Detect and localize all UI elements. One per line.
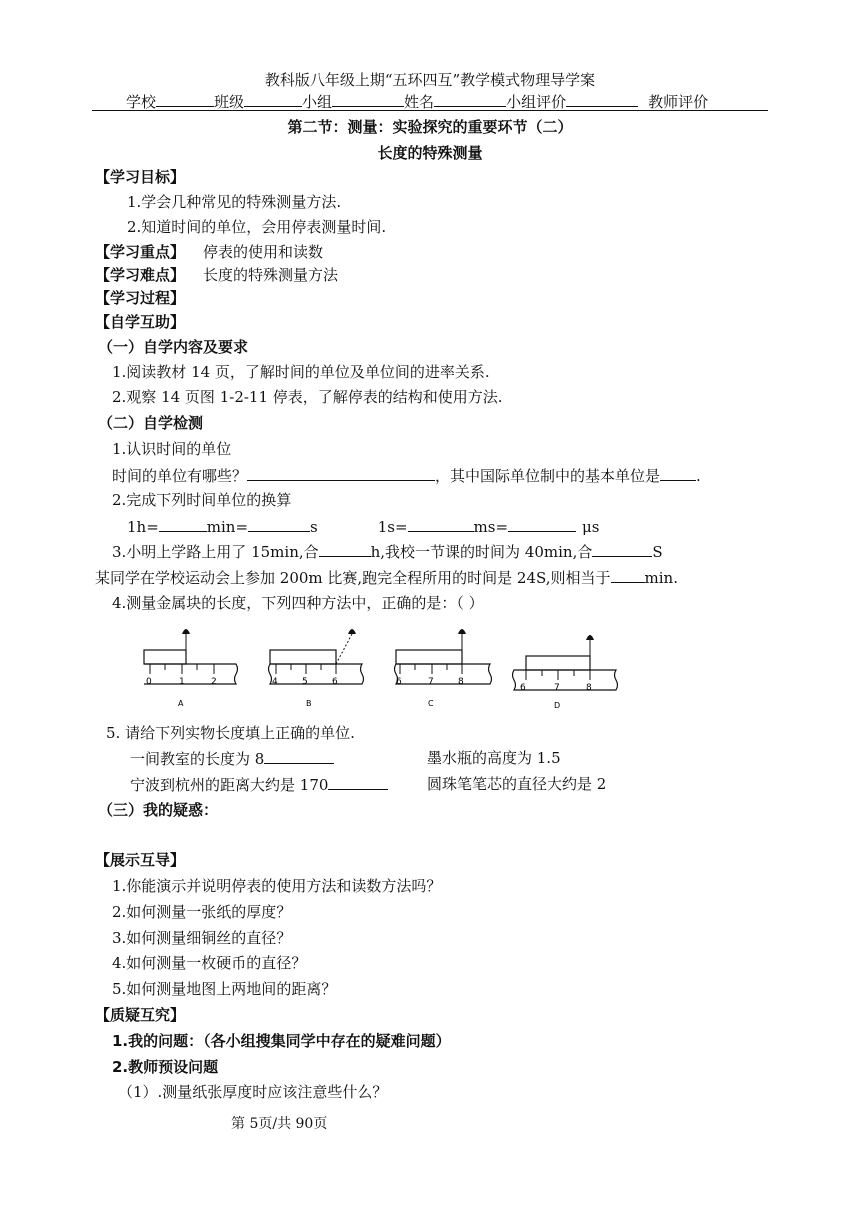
ruler-body — [269, 664, 364, 684]
q4-text: 4.测量金属块的长度，下列四种方法中，正确的是：（ ） — [112, 594, 484, 612]
part2-heading: （二）自学检测 — [98, 414, 204, 432]
tick-label: 1 — [179, 677, 185, 687]
metal-block — [144, 650, 186, 664]
q5-c-text: 宁波到杭州的距离大约是 170 — [130, 776, 329, 794]
tick-label: 5 — [302, 677, 308, 687]
school-blank — [156, 91, 214, 107]
header-info-line — [126, 91, 708, 112]
q2-title: 2.完成下列时间单位的换算 — [112, 491, 292, 509]
q1-text-b: ，其中国际单位制中的基本单位是 — [435, 467, 661, 485]
section-title: 第二节：测量：实验探究的重要环节（二） — [287, 118, 573, 136]
ruler-option-b — [269, 629, 364, 708]
group-eval-label: 小组评价 — [506, 93, 567, 111]
goals-heading: 【学习目标】 — [95, 168, 186, 186]
q1-blank-units — [247, 465, 435, 481]
ruler-body — [144, 664, 238, 684]
part1-item: 1.阅读教材 14 页，了解时间的单位及单位间的进率关系. — [112, 363, 490, 381]
ruler-option-d — [513, 635, 618, 710]
key-point-label: 【学习重点】 — [95, 243, 186, 261]
section-subtitle: 长度的特殊测量 — [377, 144, 483, 162]
option-label-c: C — [428, 699, 434, 708]
option-label-d: D — [554, 701, 561, 710]
tick-label: 7 — [554, 683, 560, 693]
q5-text: 5. 请给下列实物长度填上正确的单位. — [106, 724, 355, 742]
q2-ms: ms= — [473, 518, 509, 536]
metal-block — [526, 656, 590, 670]
q3-blank-min — [611, 567, 645, 583]
ruler-option-c — [395, 629, 492, 708]
q3-line2-text: 某同学在学校运动会上参加 200m 比赛,跑完全程所用的时间是 24S,则相当于 — [95, 569, 611, 587]
q2-us: μs — [582, 518, 600, 536]
name-blank — [434, 91, 506, 107]
display-heading: 【展示互导】 — [95, 851, 186, 869]
q5-b: 墨水瓶的高度为 1.5 — [427, 749, 561, 767]
difficulty-text: 长度的特殊测量方法 — [203, 266, 339, 284]
ruler-body — [513, 670, 618, 690]
display-item: 3.如何测量细铜丝的直径？ — [112, 929, 292, 947]
ruler-figure — [130, 620, 630, 720]
display-item: 2.如何测量一张纸的厚度？ — [112, 903, 292, 921]
q3-line2 — [95, 567, 678, 588]
tick-label: 0 — [146, 677, 152, 687]
q2-h: 1h= — [127, 518, 159, 536]
group-eval-blank — [566, 91, 638, 107]
q3-line — [112, 541, 663, 562]
metal-block — [270, 650, 336, 664]
tick-label: 8 — [586, 683, 592, 693]
goal-item: 2.知道时间的单位，会用停表测量时间. — [127, 218, 387, 236]
q5-a — [130, 748, 334, 769]
class-blank — [244, 91, 302, 107]
q1-blank-base-unit — [660, 465, 696, 481]
display-item: 1.你能演示并说明停表的使用方法和读数方法吗？ — [112, 877, 442, 895]
q1-line — [112, 465, 701, 486]
tick-label: 6 — [396, 677, 402, 687]
school-label: 学校 — [126, 93, 157, 111]
process-heading: 【学习过程】 — [95, 289, 186, 307]
difficulty-label: 【学习难点】 — [95, 266, 186, 284]
q1-text-a: 时间的单位有哪些？ — [112, 467, 248, 485]
eye-icon — [182, 629, 190, 634]
tick-label: 6 — [332, 677, 338, 687]
q2-1s: 1s= — [377, 518, 408, 536]
q2-blank-ms — [408, 516, 474, 532]
ruler-body — [395, 664, 492, 684]
q3-text-c: S — [652, 543, 663, 561]
q2-blank-s — [248, 516, 310, 532]
part3-heading: （三）我的疑惑： — [98, 801, 219, 819]
q1-title: 1.认识时间的单位 — [112, 440, 232, 458]
class-label: 班级 — [214, 93, 245, 111]
q3-text-a: 3.小明上学路上用了 15min,合 — [112, 543, 319, 561]
group-blank — [332, 91, 404, 107]
inquiry-heading: 【质疑互究】 — [95, 1006, 186, 1024]
part1-heading: （一）自学内容及要求 — [98, 338, 249, 356]
display-item: 4.如何测量一枚硬币的直径？ — [112, 954, 307, 972]
tick-label: 2 — [211, 677, 217, 687]
q3-text-b: h,我校一节课的时间为 40min,合 — [370, 543, 593, 561]
name-label: 姓名 — [404, 93, 435, 111]
q5-c — [130, 774, 388, 795]
q3-blank-h — [319, 541, 371, 557]
key-point — [95, 242, 323, 262]
q2-min: min= — [206, 518, 249, 536]
difficulty — [95, 265, 338, 285]
q5-c-blank — [328, 774, 388, 790]
display-item: 5.如何测量地图上两地间的距离？ — [112, 980, 337, 998]
tick-label: 7 — [428, 677, 434, 687]
key-point-text: 停表的使用和读数 — [203, 243, 324, 261]
eye-icon — [348, 629, 356, 634]
tick-label: 6 — [520, 683, 526, 693]
q5-a-blank — [264, 748, 334, 764]
metal-block — [396, 650, 462, 664]
option-label-b: B — [306, 699, 312, 708]
q2-line — [127, 516, 600, 537]
goal-item: 1.学会几种常见的特殊测量方法. — [127, 193, 342, 211]
eye-icon — [586, 635, 594, 640]
group-label: 小组 — [302, 93, 333, 111]
teacher-eval-label: 教师评价 — [648, 93, 709, 111]
inquiry-item-2: 2.教师预设问题 — [112, 1058, 219, 1076]
q3-line2-end: min. — [644, 569, 678, 587]
q3-blank-s — [592, 541, 652, 557]
ruler-option-a — [144, 629, 238, 708]
q5-d: 圆珠笔笔芯的直径大约是 2 — [427, 775, 607, 793]
inquiry-sub-1: （1）.测量纸张厚度时应该注意些什么？ — [118, 1083, 388, 1101]
eye-icon — [458, 629, 466, 634]
option-label-a: A — [178, 699, 184, 708]
q5-a-text: 一间教室的长度为 8 — [130, 750, 265, 768]
page-footer: 第 5页/共 90页 — [231, 1116, 328, 1132]
tick-label: 8 — [458, 677, 464, 687]
inquiry-item-1: 1.我的问题：（各小组搜集同学中存在的疑难问题） — [112, 1032, 451, 1050]
q1-end: . — [696, 467, 701, 485]
q2-blank-us — [508, 516, 576, 532]
part1-item: 2.观察 14 页图 1-2-11 停表，了解停表的结构和使用方法. — [112, 388, 503, 406]
q2-s: s — [310, 518, 318, 536]
header-rule — [92, 110, 768, 111]
q2-blank-min — [159, 516, 207, 532]
self-study-heading: 【自学互助】 — [95, 313, 186, 331]
tick-label: 4 — [272, 677, 278, 687]
doc-header-title: 教科版八年级上期“五环四互”教学模式物理导学案 — [264, 71, 596, 89]
